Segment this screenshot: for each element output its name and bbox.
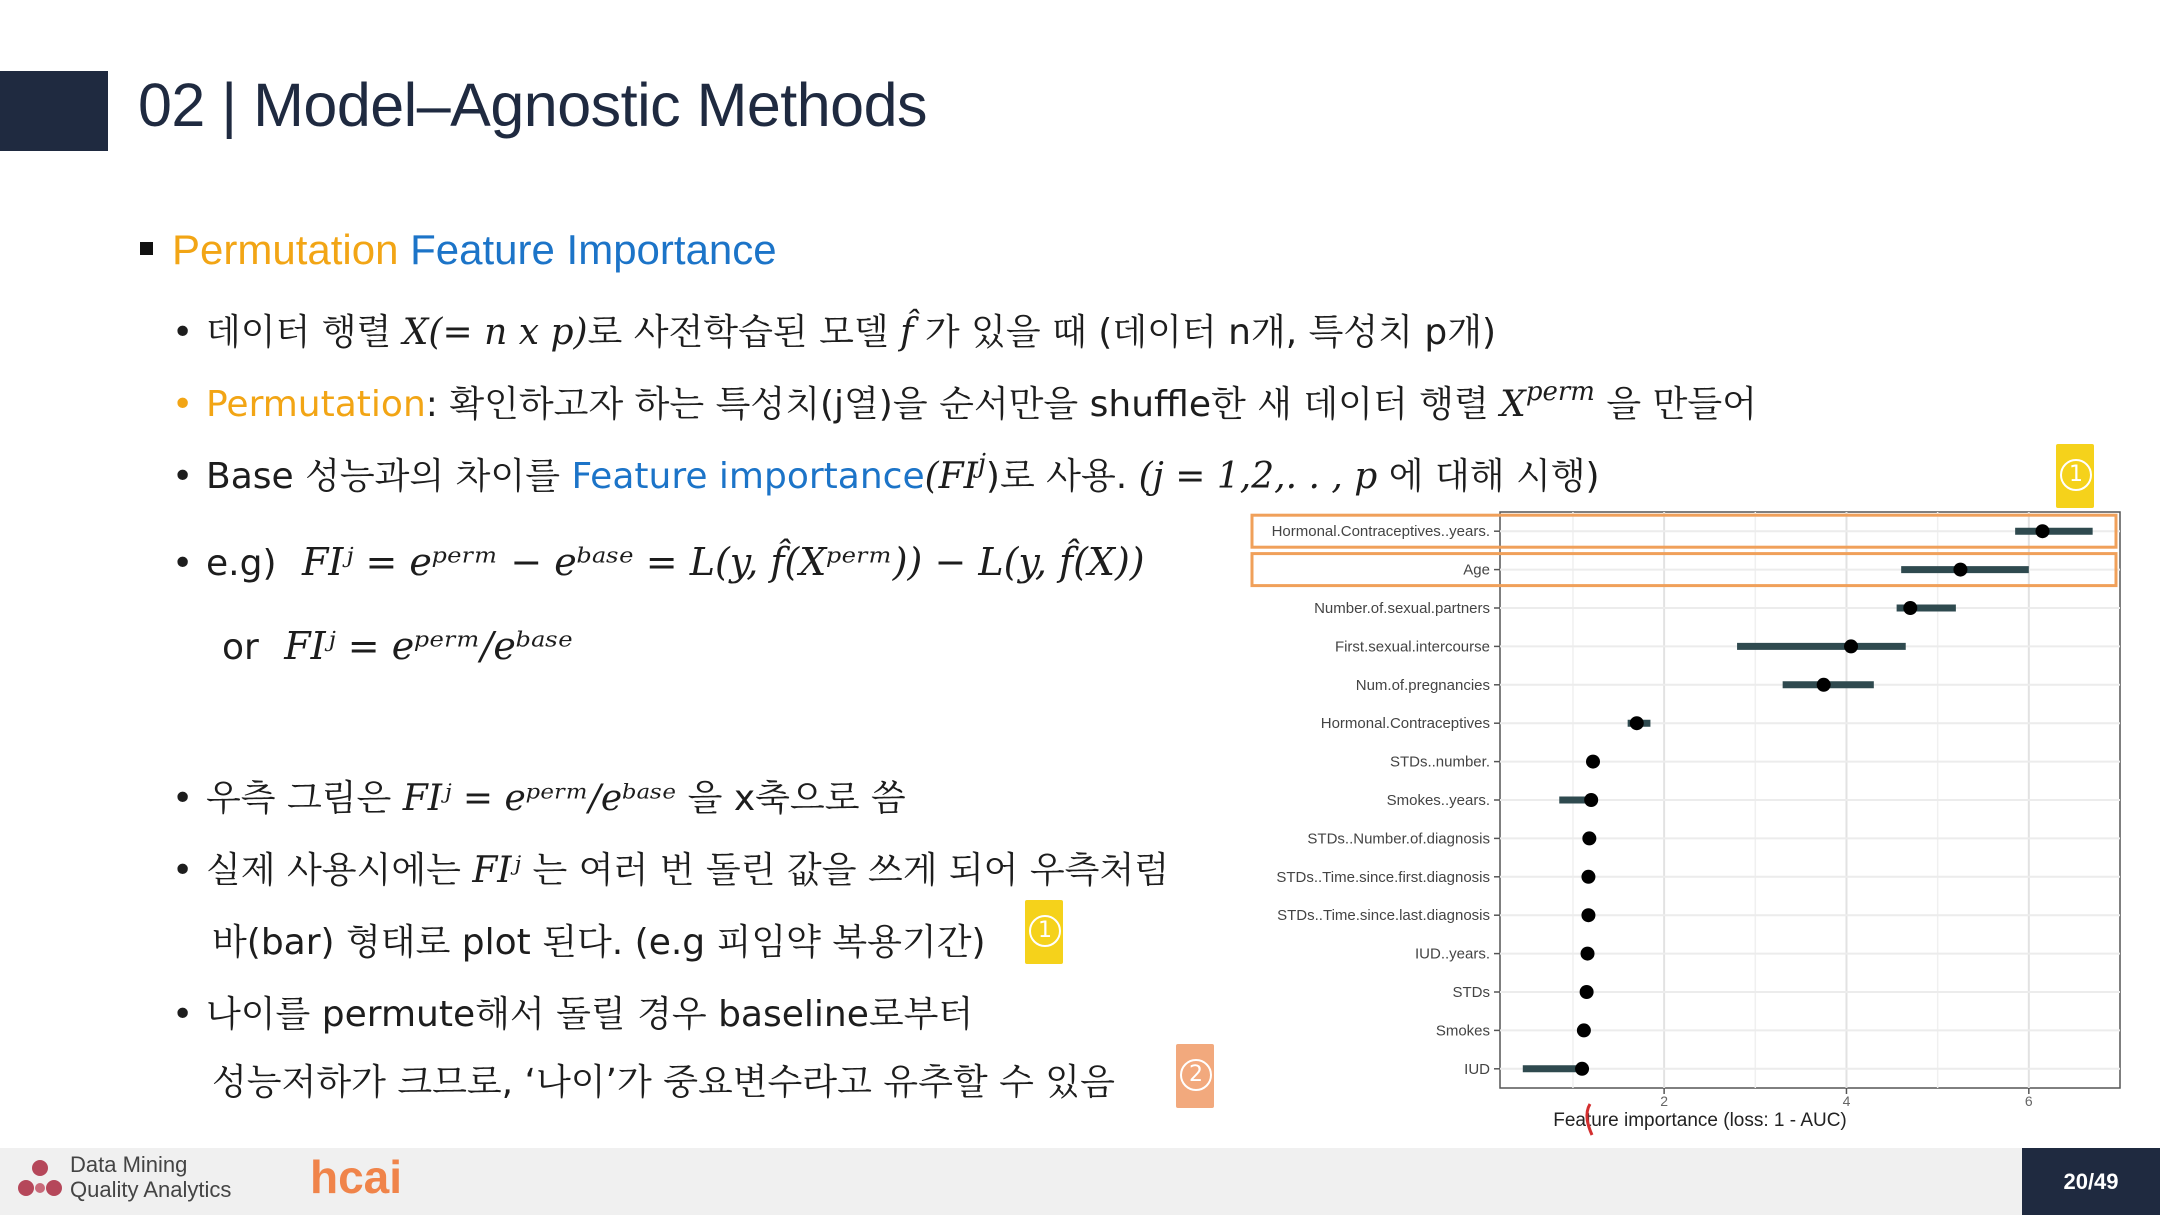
bullet-4-text2: 을 x축으로 씀 bbox=[676, 778, 906, 819]
section-heading-part1: Permutation bbox=[172, 226, 399, 273]
bullet-3-highlight: Feature importance bbox=[571, 456, 925, 497]
importance-point bbox=[1630, 716, 1644, 730]
y-tick-label: STDs..Time.since.first.diagnosis bbox=[1276, 868, 1490, 886]
importance-point bbox=[1580, 985, 1594, 999]
bullet-1-math2: f̂ bbox=[900, 312, 914, 353]
bullet-2-sup: perm bbox=[1525, 377, 1595, 407]
bullet-3-text: Base 성능과의 차이를 bbox=[206, 456, 572, 497]
x-tick-label: 6 bbox=[2024, 1093, 2033, 1109]
bullet-1-text3: 가 있을 때 (데이터 n개, 특성치 p개) bbox=[913, 312, 1497, 353]
page-number: 20/49 bbox=[2022, 1148, 2160, 1215]
bullet-3-text3: 에 대해 시행) bbox=[1377, 456, 1600, 497]
importance-point bbox=[1575, 1062, 1589, 1076]
bullet-2-text2: 을 만들어 bbox=[1594, 384, 1757, 425]
bullet-3-text2: )로 사용. bbox=[985, 456, 1139, 497]
bullet-5-formula: FIʲ bbox=[472, 850, 522, 891]
bullet-6-line2: 성능저하가 크므로, ‘나이’가 중요변수라고 유추할 수 있음 bbox=[212, 1062, 1115, 1103]
y-tick-label: Smokes bbox=[1435, 1022, 1490, 1040]
y-tick-label: Number.of.sexual.partners bbox=[1314, 600, 1490, 617]
logo-line2: Quality Analytics bbox=[70, 1177, 232, 1202]
logo-line1: Data Mining bbox=[70, 1152, 188, 1177]
bullet-6: • 나이를 permute해서 돌릴 경우 baseline로부터 bbox=[172, 994, 974, 1035]
bullet-4: • 우측 그림은 FIʲ = eᵖᵉʳᵐ/eᵇᵃˢᵉ 을 x축으로 씀 bbox=[172, 778, 906, 819]
y-tick-label: Smokes..years. bbox=[1386, 792, 1490, 809]
y-tick-label: Hormonal.Contraceptives..years. bbox=[1271, 523, 1490, 541]
bullet-5-line2: 바(bar) 형태로 plot 된다. (e.g 피임약 복용기간) bbox=[212, 922, 986, 963]
bullet-5-text2: 는 여러 번 돌린 값을 쓰게 되어 우측처럼 bbox=[521, 850, 1170, 891]
or-formula: FIʲ = eᵖᵉʳᵐ/eᵇᵃˢᵉ bbox=[284, 624, 573, 668]
importance-point bbox=[1577, 1023, 1591, 1037]
chart-badge-1-text: 1 bbox=[2060, 459, 2092, 491]
importance-point bbox=[1817, 678, 1831, 692]
data-mining-logo-icon bbox=[14, 1158, 66, 1198]
importance-point bbox=[2036, 524, 2050, 538]
y-tick-label: Age bbox=[1463, 561, 1490, 579]
bullet-4-formula: FIʲ = eᵖᵉʳᵐ/eᵇᵃˢᵉ bbox=[402, 778, 677, 819]
bullet-3: • Base 성능과의 차이를 Feature $importance(FI^j)$로 사용. (j = 1,2,. . , p 에 대해 시행) bbox=[172, 449, 1600, 497]
bullet-5-text: 실제 사용시에는 bbox=[206, 850, 473, 891]
y-tick-label: Num.of.pregnancies bbox=[1355, 676, 1490, 694]
hcai-logo: hcai bbox=[310, 1151, 403, 1203]
badge-1-text: 1 bbox=[1029, 915, 1061, 947]
y-tick-label: STDs..Number.of.diagnosis bbox=[1307, 830, 1490, 848]
y-tick-label: IUD bbox=[1464, 1060, 1490, 1078]
footer-logo-text bbox=[70, 1152, 231, 1202]
bullet-2-text: : 확인하고자 하는 특성치(j열)을 순서만을 shuffle한 새 데이터 행렬 bbox=[425, 384, 1501, 425]
y-tick-label: First.sexual.intercourse bbox=[1334, 638, 1490, 656]
section-heading-part2: Feature Importance bbox=[410, 226, 777, 273]
bullet-3-sup: j bbox=[977, 449, 986, 479]
bullet-3-math2: (j = 1,2,. . , p bbox=[1138, 456, 1378, 497]
bullet-1-text2: 로 사전학습된 모델 bbox=[587, 312, 901, 353]
bullet-1-math: X(= n x p) bbox=[402, 312, 588, 353]
bullet-2-label: Permutation bbox=[206, 384, 426, 425]
bullet-6-text: 나이를 permute해서 돌릴 경우 baseline로부터 bbox=[206, 994, 974, 1035]
bullet-5: • 실제 사용시에는 FIʲ 는 여러 번 돌린 값을 쓰게 되어 우측처럼 bbox=[172, 850, 1170, 891]
importance-point bbox=[1581, 947, 1595, 961]
eg-formula: FIʲ = eᵖᵉʳᵐ − eᵇᵃˢᵉ = L(y, f̂(Xᵖᵉʳᵐ)) − L(y, f̂(X)) bbox=[301, 540, 1145, 584]
bullet-3-math: (FI bbox=[924, 456, 978, 497]
y-tick-label: Hormonal.Contraceptives bbox=[1320, 715, 1490, 733]
y-tick-label: STDs bbox=[1452, 984, 1490, 1001]
bullet-1: • 데이터 행렬 X(= n x p)로 사전학습된 모델 f̂ 가 있을 때 (데이터 n개, 특성치 p개) bbox=[172, 312, 1497, 353]
bullet-eg: • e.g) FIʲ = eᵖᵉʳᵐ − eᵇᵃˢᵉ = L(y, f̂(Xᵖᵉʳᵐ)) − L(y, f̂(X)) bbox=[172, 540, 1145, 584]
y-tick-label: STDs..Time.since.last.diagnosis bbox=[1277, 907, 1490, 925]
y-tick-label: STDs..number. bbox=[1389, 753, 1490, 771]
or-label: or bbox=[222, 627, 259, 668]
importance-point bbox=[1581, 908, 1595, 922]
eg-label: e.g) bbox=[206, 543, 277, 584]
importance-point bbox=[1903, 601, 1917, 615]
bullet-2-math: X bbox=[1500, 384, 1526, 425]
bullet-2: • Permutation: 확인하고자 하는 특성치(j열)을 순서만을 shuffle한 새 데이터 행렬 $X^{perm}$ 을 만들어 bbox=[172, 377, 1757, 425]
importance-point bbox=[1584, 793, 1598, 807]
bullet-1-text: 데이터 행렬 bbox=[206, 312, 403, 353]
slide-title: 02 | Model–Agnostic Methods bbox=[138, 71, 928, 139]
importance-point bbox=[1586, 755, 1600, 769]
x-tick-label: 2 bbox=[1660, 1093, 1669, 1109]
badge-2-text: 2 bbox=[1180, 1059, 1212, 1091]
importance-point bbox=[1582, 831, 1596, 845]
bullet-4-text: 우측 그림은 bbox=[206, 778, 403, 819]
x-axis-label: Feature importance (loss: 1 - AUC) bbox=[1553, 1110, 1847, 1131]
importance-point bbox=[1581, 870, 1595, 884]
importance-point bbox=[1844, 639, 1858, 653]
importance-point bbox=[1953, 563, 1967, 577]
x-tick-label: 4 bbox=[1842, 1093, 1851, 1109]
y-tick-label: IUD..years. bbox=[1414, 945, 1490, 963]
